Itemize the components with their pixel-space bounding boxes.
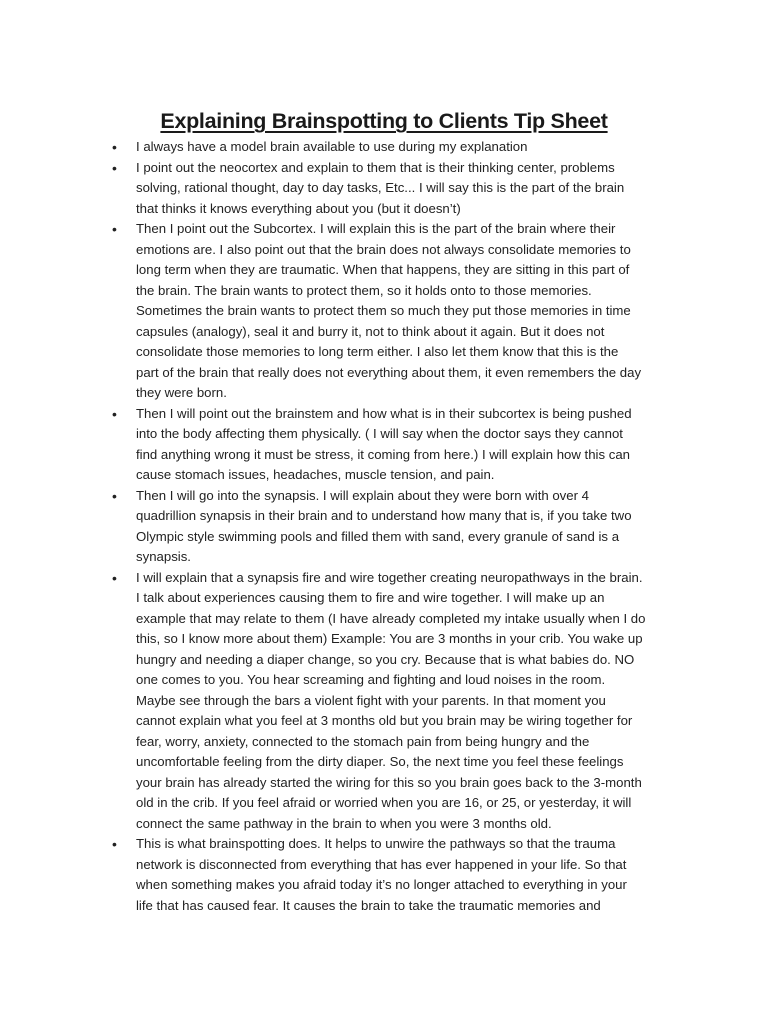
bullet-text-line: Sometimes the brain wants to protect them so much they put those memories in time: [136, 303, 631, 318]
bullet-text-line: I always have a model brain available to use during my explanation: [136, 139, 528, 154]
bullet-text-line: I talk about experiences causing them to fire and wire together. I will make up an: [136, 590, 605, 605]
bullet-text-line: emotions are. I also point out that the brain does not always consolidate memories to: [136, 241, 631, 257]
bullet-text-line: solving, rational thought, day to day tasks, Etc... I will say this is the part of the brain: [136, 180, 625, 195]
bullet-text-line: network is disconnected from everything that has ever happened in your life. So that: [136, 856, 627, 872]
bullet-text-line: hungry and needing a diaper change, so you cry. Because that is what babies do. NO: [136, 651, 635, 667]
bullet-item: [112, 219, 681, 404]
bullet-text-line: the brain. The brain wants to protect them, so it holds onto to those memories.: [136, 282, 592, 298]
bullet-point-icon: •: [112, 487, 117, 504]
bullet-text-line: this, so I know more about them) Example: You are 3 months in your crib. You wake up: [136, 631, 643, 646]
bullet-list: [0, 137, 768, 916]
bullet-item: [112, 404, 681, 486]
bullet-text-line: into the body affecting them physically. ( I will say when the doctor says they cannot: [136, 426, 623, 441]
bullet-text-line: life that has caused fear. It causes the brain to take the traumatic memories and: [136, 897, 601, 913]
bullet-item: [112, 486, 681, 568]
bullet-text-line: one comes to you. You hear screaming and fighting and loud noises in the room.: [136, 672, 606, 687]
bullet-text-line: long term when they are traumatic. When that happens, they are sitting in this part of: [136, 262, 630, 277]
bullet-point-icon: •: [112, 569, 117, 586]
bullet-text-line: part of the brain that really does not everything about them, it even remembers the day: [136, 364, 642, 380]
bullet-text-line: cannot explain what you feel at 3 months old but you brain may be wiring together for: [136, 713, 633, 728]
bullet-text-line: cause stomach issues, headaches, muscle tension, and pain.: [136, 467, 495, 482]
bullet-text-line: capsules (analogy), seal it and burry it, not to think about it again. But it does not: [136, 323, 605, 339]
bullet-text-line: example that may relate to them (I have already completed my intake usually when I do: [136, 610, 646, 626]
bullet-text-line: they were born.: [136, 385, 227, 400]
bullet-text-line: I will explain that a synapsis fire and wire together creating neuropathways in the brain.: [136, 569, 643, 585]
bullet-text-line: I point out the neocortex and explain to them that is their thinking center, problems: [136, 159, 615, 175]
bullet-text-line: when something makes you afraid today it’s no longer attached to everything in your: [136, 877, 627, 892]
bullet-text-line: Then I point out the Subcortex. I will explain this is the part of the brain where their: [136, 221, 616, 236]
bullet-text-line: fear, worry, anxiety, connected to the stomach pain from being hungry and the: [136, 733, 590, 749]
bullet-text-line: uncomfortable feeling from the dirty diaper. So, the next time you feel these feelings: [136, 754, 624, 769]
bullet-text-line: consolidate those memories to long term either. I also let them know that this is the: [136, 344, 619, 359]
bullet-text-line: This is what brainspotting does. It helps to unwire the pathways so that the trauma: [136, 836, 616, 851]
page-title: Explaining Brainspotting to Clients Tip Sheet: [160, 109, 608, 134]
bullet-point-icon: •: [112, 139, 117, 155]
bullet-text-line: synapsis.: [136, 549, 191, 564]
bullet-point-icon: •: [112, 221, 117, 237]
bullet-text-line: Then I will point out the brainstem and how what is in their subcortex is being pushed: [136, 405, 632, 421]
bullet-item: [112, 568, 681, 835]
bullet-text-line: Then I will go into the synapsis. I will explain about they were born with over 4: [136, 487, 590, 503]
bullet-text-line: find anything wrong it must be stress, it coming from here.) I will explain how this can: [136, 446, 631, 462]
bullet-text-line: your brain has already started the wiring for this so you brain goes back to the 3-month: [136, 774, 642, 790]
bullet-text-line: that thinks it knows everything about you (but it doesn’t): [136, 200, 461, 216]
bullet-item: [112, 137, 681, 158]
bullet-text-line: quadrillion synapsis in their brain and to understand how many that is, if you take two: [136, 508, 632, 523]
bullet-text-line: Olympic style swimming pools and filled them with sand, every granule of sand is a: [136, 528, 620, 544]
bullet-item: [112, 834, 681, 916]
bullet-item: [112, 158, 681, 220]
bullet-point-icon: •: [112, 159, 117, 176]
bullet-text-line: Maybe see through the bars a violent fight with your parents. In that moment you: [136, 692, 606, 708]
bullet-text-line: connect the same pathway in the brain to when you were 3 months old.: [136, 815, 552, 831]
bullet-point-icon: •: [112, 405, 117, 422]
bullet-point-icon: •: [112, 836, 117, 852]
bullet-text-line: old in the crib. If you feel afraid or worried when you are 16, or 25, or yesterday, it will: [136, 795, 632, 810]
